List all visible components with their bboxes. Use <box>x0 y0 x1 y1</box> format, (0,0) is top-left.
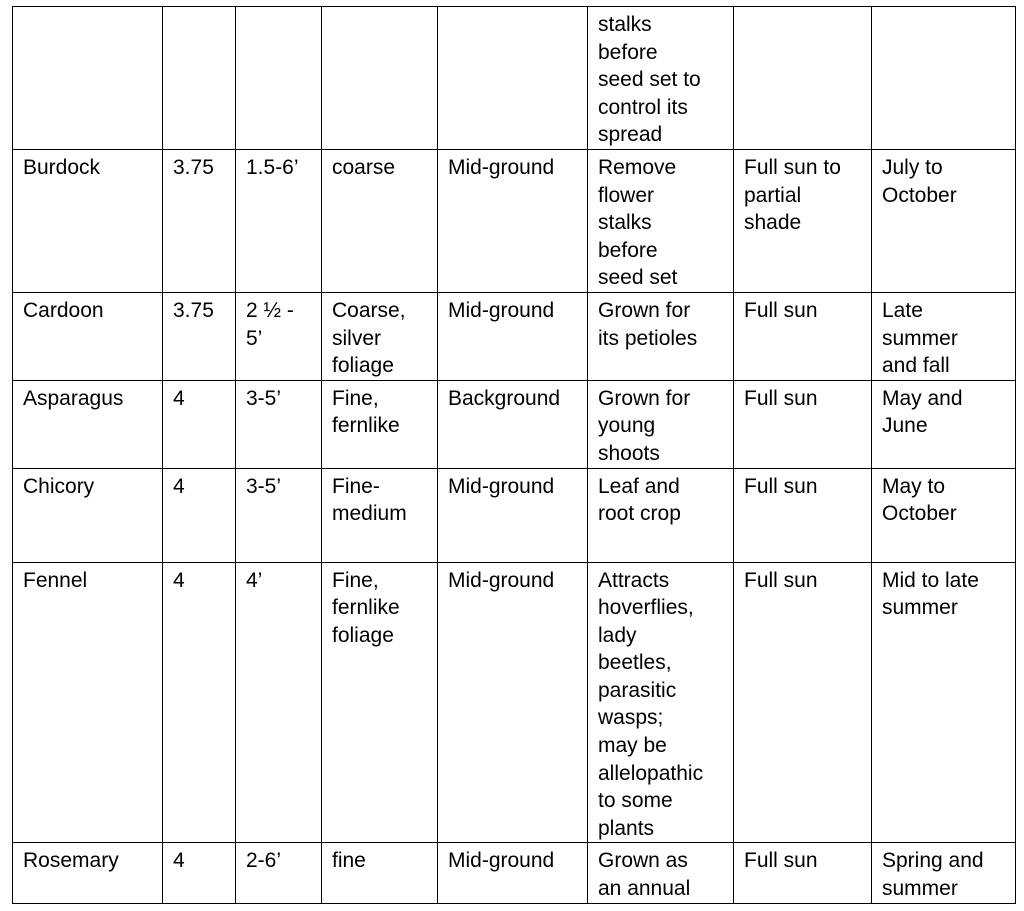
cell-texture: coarse <box>322 149 438 292</box>
cell-placement: Mid-ground <box>438 562 588 843</box>
cell-placement: Mid-ground <box>438 149 588 292</box>
plant-table-body <box>13 7 1016 904</box>
cell-line: before <box>598 40 658 64</box>
cell-line: flower <box>598 183 655 207</box>
cell-line: May to <box>882 474 946 498</box>
cell-line: Mid to late <box>882 568 979 592</box>
cell-texture <box>322 292 438 380</box>
cell-line: shade <box>744 211 802 235</box>
cell-zone: 4 <box>163 380 236 468</box>
cell-light: Full sun <box>734 843 872 903</box>
cell-bloom <box>872 380 1016 468</box>
table-row <box>13 149 1016 292</box>
cell-texture <box>322 468 438 562</box>
cell-plant: Asparagus <box>13 380 163 468</box>
cell-light: Full sun <box>734 562 872 843</box>
cell-bloom <box>872 843 1016 903</box>
cell-bloom <box>872 7 1016 150</box>
cell-line: summer <box>882 596 958 620</box>
cell-bloom <box>872 149 1016 292</box>
cell-placement: Background <box>438 380 588 468</box>
cell-line: Late <box>882 298 923 322</box>
cell-line: may be <box>598 734 667 758</box>
cell-line: stalks <box>598 211 652 235</box>
cell-line: beetles, <box>598 651 672 675</box>
plant-table <box>12 6 1016 904</box>
cell-line: an annual <box>598 877 691 901</box>
cell-light: Full sun <box>734 468 872 562</box>
table-row <box>13 468 1016 562</box>
cell-line: foliage <box>332 354 394 378</box>
cell-placement: Mid-ground <box>438 843 588 903</box>
cell-line: October <box>882 502 957 526</box>
cell-texture: fine <box>322 843 438 903</box>
cell-height <box>236 292 322 380</box>
cell-line: seed set to <box>598 68 701 92</box>
cell-line: Fine, <box>332 568 379 592</box>
cell-plant: Fennel <box>13 562 163 843</box>
cell-line: 5’ <box>246 326 263 350</box>
cell-texture <box>322 7 438 150</box>
cell-zone <box>163 7 236 150</box>
cell-notes <box>588 7 734 150</box>
cell-placement: Mid-ground <box>438 468 588 562</box>
cell-height: 3-5’ <box>236 468 322 562</box>
cell-notes <box>588 292 734 380</box>
cell-plant: Cardoon <box>13 292 163 380</box>
cell-zone: 4 <box>163 843 236 903</box>
cell-line: Coarse, <box>332 298 406 322</box>
cell-line: Grown as <box>598 849 688 873</box>
cell-line: Grown for <box>598 386 691 410</box>
cell-placement <box>438 7 588 150</box>
cell-line: Spring and <box>882 849 984 873</box>
cell-bloom <box>872 292 1016 380</box>
cell-zone: 4 <box>163 468 236 562</box>
cell-line: parasitic <box>598 678 677 702</box>
cell-line: summer <box>882 326 958 350</box>
cell-plant: Rosemary <box>13 843 163 903</box>
cell-zone: 4 <box>163 562 236 843</box>
table-row <box>13 292 1016 380</box>
cell-line: fernlike <box>332 596 400 620</box>
cell-line: hoverflies, <box>598 596 694 620</box>
cell-line: Attracts <box>598 568 670 592</box>
cell-line: May and <box>882 386 963 410</box>
cell-zone: 3.75 <box>163 149 236 292</box>
cell-notes <box>588 380 734 468</box>
cell-line: Fine- <box>332 474 380 498</box>
cell-notes <box>588 562 734 843</box>
table-row <box>13 7 1016 150</box>
cell-notes <box>588 468 734 562</box>
cell-height: 4’ <box>236 562 322 843</box>
cell-line: Grown for <box>598 298 691 322</box>
cell-texture <box>322 562 438 843</box>
cell-line: plants <box>598 816 655 840</box>
cell-line: stalks <box>598 13 652 36</box>
cell-line: allelopathic <box>598 761 704 785</box>
cell-line: October <box>882 183 957 207</box>
cell-line: Leaf and <box>598 474 680 498</box>
cell-line: root crop <box>598 502 681 526</box>
cell-line: to some <box>598 789 673 813</box>
cell-notes <box>588 843 734 903</box>
cell-line: shoots <box>598 441 660 465</box>
cell-bloom <box>872 468 1016 562</box>
cell-line: and fall <box>882 354 950 378</box>
cell-height: 2-6’ <box>236 843 322 903</box>
cell-plant: Chicory <box>13 468 163 562</box>
cell-line: before <box>598 238 658 262</box>
cell-line: foliage <box>332 623 394 647</box>
cell-line: medium <box>332 502 407 526</box>
cell-line: wasps; <box>598 706 664 730</box>
cell-height: 1.5-6’ <box>236 149 322 292</box>
cell-line: spread <box>598 123 663 147</box>
cell-plant: Burdock <box>13 149 163 292</box>
cell-line: summer <box>882 877 958 901</box>
cell-line: June <box>882 414 928 438</box>
cell-line: July to <box>882 155 943 179</box>
cell-line: lady <box>598 623 637 647</box>
cell-line: control its <box>598 95 688 119</box>
table-row <box>13 843 1016 903</box>
cell-line: silver <box>332 326 382 350</box>
table-row <box>13 380 1016 468</box>
cell-line: Fine, <box>332 386 379 410</box>
cell-line: young <box>598 414 656 438</box>
cell-plant <box>13 7 163 150</box>
cell-line: 2 ½ - <box>246 298 294 322</box>
cell-placement: Mid-ground <box>438 292 588 380</box>
cell-light: Full sun <box>734 292 872 380</box>
cell-texture <box>322 380 438 468</box>
cell-line: seed set <box>598 266 678 290</box>
cell-line: fernlike <box>332 414 400 438</box>
cell-height: 3-5’ <box>236 380 322 468</box>
cell-notes <box>588 149 734 292</box>
cell-height <box>236 7 322 150</box>
cell-zone: 3.75 <box>163 292 236 380</box>
cell-line: Remove <box>598 155 677 179</box>
cell-light <box>734 149 872 292</box>
cell-bloom <box>872 562 1016 843</box>
cell-line: Full sun to <box>744 155 841 179</box>
cell-light: Full sun <box>734 380 872 468</box>
cell-line: partial <box>744 183 802 207</box>
cell-light <box>734 7 872 150</box>
table-row <box>13 562 1016 843</box>
cell-line: its petioles <box>598 326 698 350</box>
